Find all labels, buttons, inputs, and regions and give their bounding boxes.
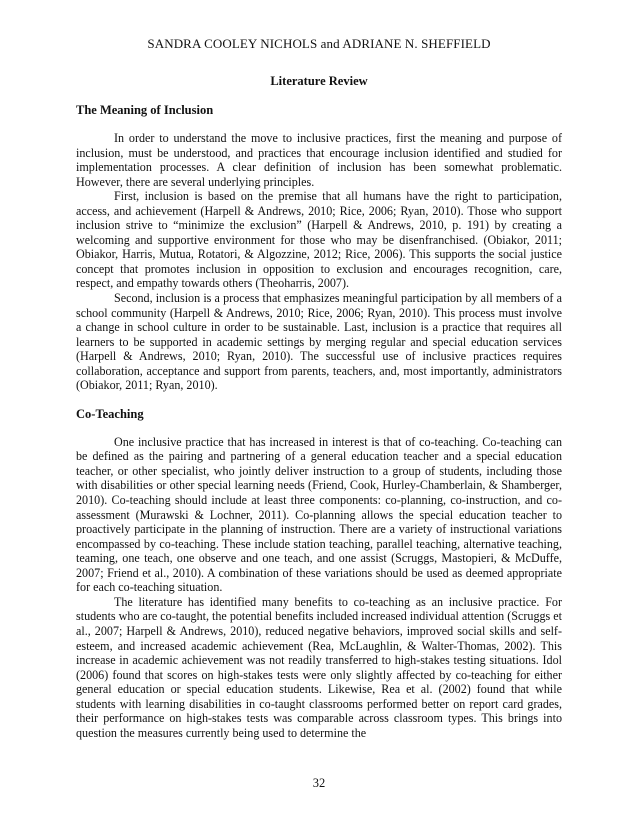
paragraph: In order to understand the move to inclusive practices, first the meaning and purpose of inclusion, must be understood, and practices that encourage inclusion identified and studied for implementation processes. A clear definition of inclusion has been somewhat problematic. However, there are several underlying principles. [76,131,562,189]
heading-co-teaching: Co-Teaching [76,406,144,421]
article-body [76,74,562,740]
paragraph: One inclusive practice that has increased in interest is that of co-teaching. Co-teaching can be defined as the pairing and partnering of a general education teacher and a special education teacher, or other specialist, who jointly deliver instruction to a group of students, including those with disabilities or other special learning needs (Friend, Cook, Hurley-Chamberlain, & Shamberger, 2010). Co-teaching should include at least three components: co-planning, co-instruction, and co-assessment (Murawski & Lochner, 2011). Co-planning allows the special education teacher to proactively participate in the planning of instruction. There are a variety of instructional variations encompassed by co-teaching. These include station teaching, parallel teaching, alternative teaching, teaming, one teach, one observe and one teach, and one assist (Scruggs, Mastopieri, & McDuffe, 2007; Friend et al., 2010). A combination of these variations should be used as deemed appropriate for each co-teaching situation. [76,434,562,595]
running-head: SANDRA COOLEY NICHOLS and ADRIANE N. SHEFFIELD [147,36,491,51]
paragraph: First, inclusion is based on the premise that all humans have the right to participation, access, and achievement (Harpell & Andrews, 2010; Rice, 2006; Ryan, 2010). Those who support inclusion strive to “minimize the exclusion” (Harpell & Andrews, 2010, p. 191) by creating a welcoming and supportive environment for those who may be disenfranchised. (Obiakor, 2011; Obiakor, Harris, Mutua, Rotatori, & Algozzine, 2012; Rice, 2006). This supports the social justice concept that promotes inclusion in opposition to exclusion and encourages recognition, care, respect, and empathy towards others (Theoharris, 2007). [76,189,562,291]
page-number: 32 [312,776,326,790]
paragraph: The literature has identified many benefits to co-teaching as an inclusive practice. For students who are co-taught, the potential benefits included increased individual attention (Scruggs et al., 2007; Harpell & Andrews, 2010), reduced negative behaviors, improved social skills and self-esteem, and increased academic achievement (Rea, McLaughlin, & Walter-Thomas, 2002). This increase in academic achievement was not readily transferred to high-stakes testing situations. Idol (2006) found that scores on high-stakes tests were only slightly affected by co-teaching for either general education or special education students. Likewise, Rea et al. (2002) found that while students with learning disabilities in co-taught classrooms performed better on report card grades, their performance on high-stakes tests was comparable across classroom types. This brings into question the measures currently being used to determine the [76,594,562,740]
heading-meaning-of-inclusion: The Meaning of Inclusion [76,103,214,117]
section-title: Literature Review [270,74,368,88]
paragraph: Second, inclusion is a process that emphasizes meaningful participation by all members of a school community (Harpell & Andrews, 2010; Rice, 2006; Ryan, 2010). This process must involve a change in school culture in order to be sustainable. Last, inclusion is a practice that requires all learners to be supported in academic settings by merging regular and special education services (Harpell & Andrews, 2010; Ryan, 2010). The successful use of inclusive practices requires collaboration, acceptance and support from parents, teachers, and, most importantly, administrators (Obiakor, 2011; Ryan, 2010). [76,291,562,393]
